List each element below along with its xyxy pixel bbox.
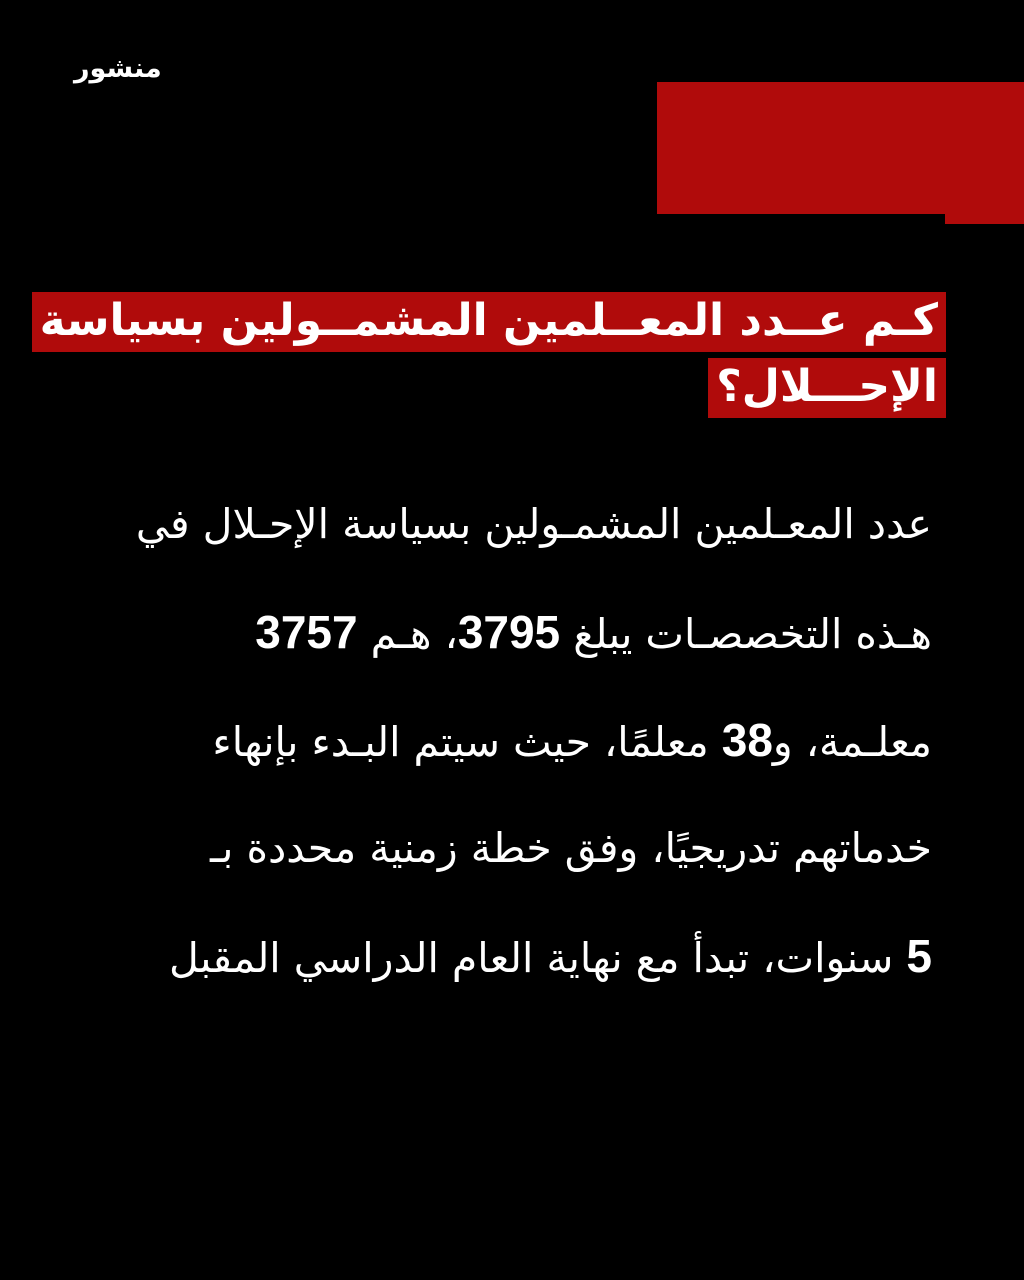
body-line-4-text: خدماتهم تدريجيًا، وفق خطة زمنية محددة بـ (210, 824, 932, 872)
body-line-1 (72, 470, 932, 578)
body-line-5 (72, 902, 932, 1010)
body-line-1-text: عدد المعـلمين المشمـولين بسياسة الإحـلال في (135, 500, 932, 548)
body-line-2 (72, 578, 932, 686)
male-teachers-number: 38 (721, 714, 773, 766)
body-line-5-text: سنوات، تبدأ مع نهاية العام الدراسي المقبل (168, 934, 907, 982)
decorative-red-block-tab (945, 214, 1024, 224)
body-line-3-text-end: معلمًا، حيث سيتم البـدء بإنهاء (212, 718, 722, 766)
headline (39, 292, 946, 424)
body-line-2-text-start: هـذه التخصصـات يبلغ (560, 610, 932, 658)
body-line-4 (72, 794, 932, 902)
years-number: 5 (906, 930, 932, 982)
body-line-2-text-middle: ، هـم (357, 610, 458, 658)
female-teachers-number: 3757 (255, 606, 358, 658)
total-teachers-number: 3795 (457, 606, 561, 658)
body-line-3 (72, 686, 932, 794)
headline-line-1: كـم عــدد المعــلمين المشمــولين بسياسة (32, 292, 946, 352)
body-paragraph (72, 470, 932, 1010)
decorative-red-block (657, 82, 1024, 214)
body-line-3-text-start: معلـمة، و (772, 718, 932, 766)
headline-line-2: الإحـــلال؟ (708, 358, 946, 418)
brand-logo: منشور (74, 53, 162, 84)
